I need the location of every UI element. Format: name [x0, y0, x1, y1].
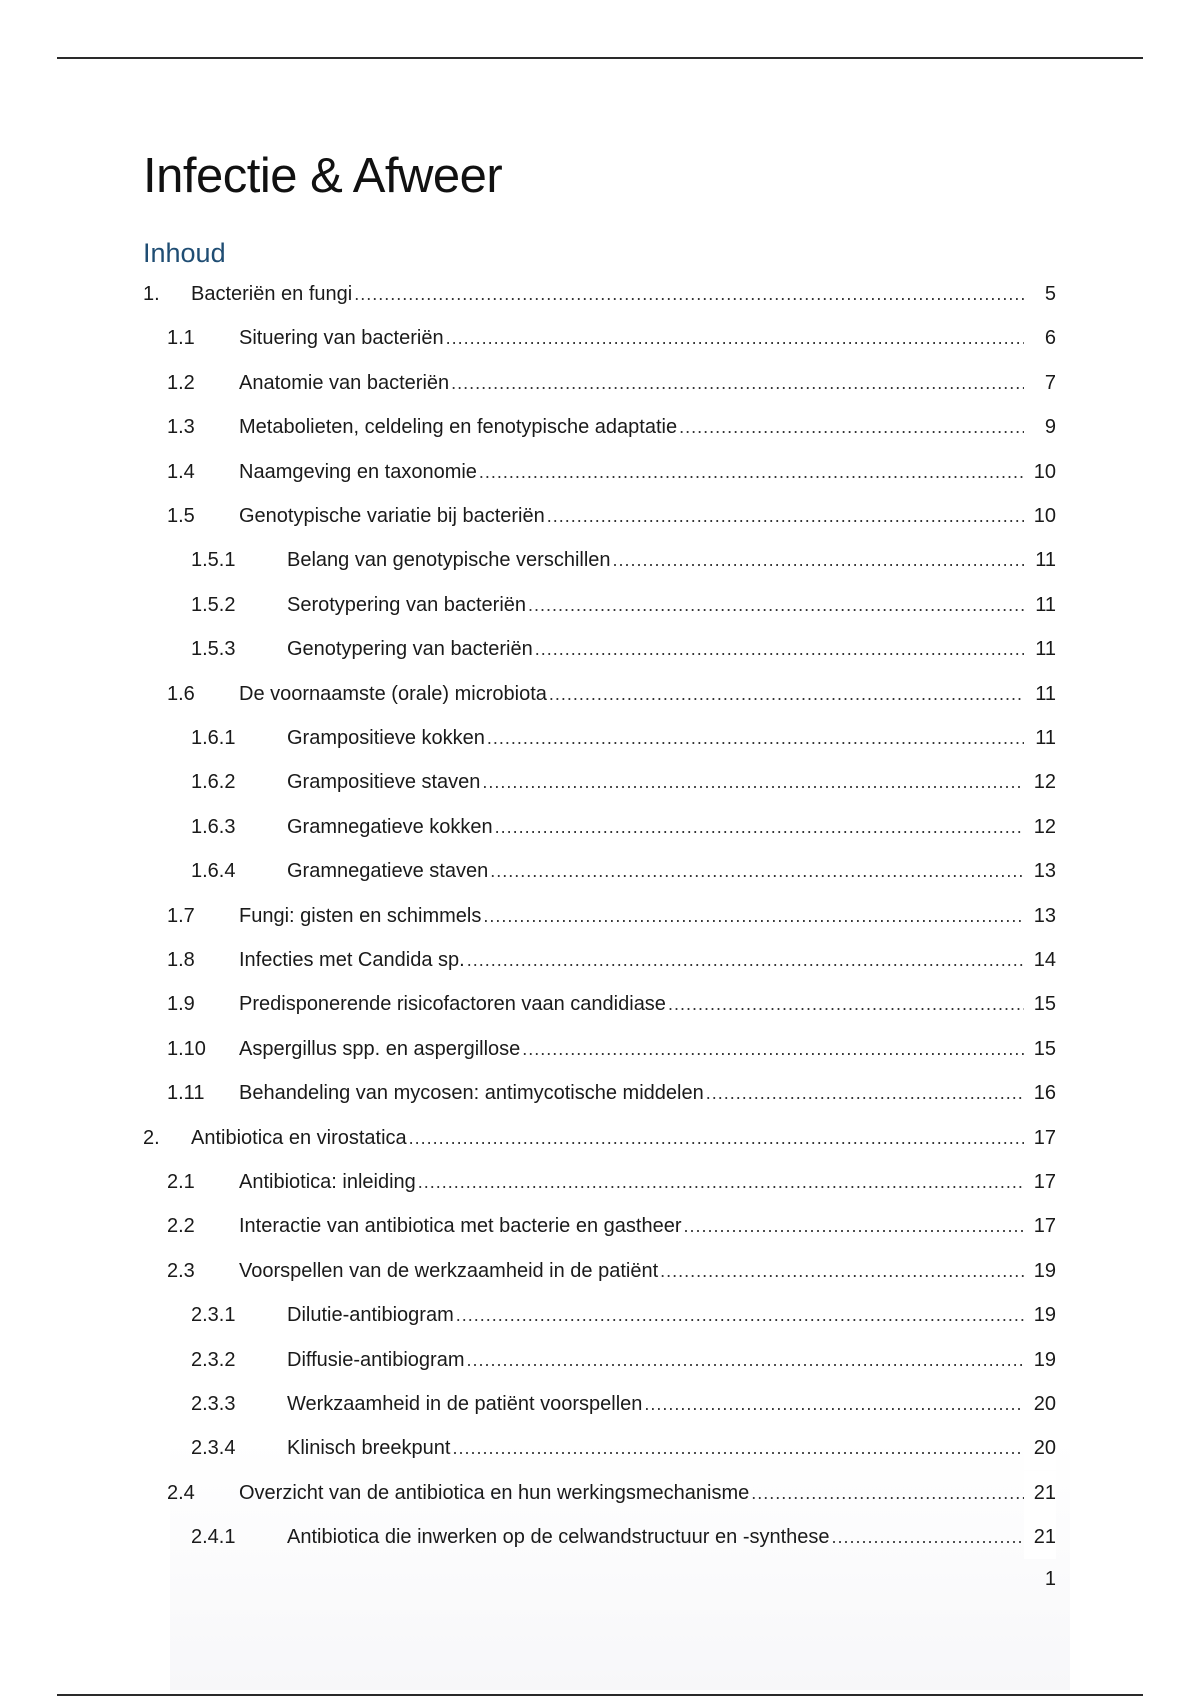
toc-entry-page: 14 — [1024, 938, 1056, 982]
toc-entry-page: 19 — [1024, 1338, 1056, 1382]
top-rule — [57, 57, 1143, 59]
toc-entry-label: Voorspellen van de werkzaamheid in de patiënt — [239, 1259, 659, 1282]
toc-entry[interactable] — [0, 405, 1200, 449]
toc-dot-leader — [467, 1338, 1025, 1382]
toc-entry-label: Serotypering van bacteriën — [287, 593, 527, 616]
toc-entry[interactable] — [0, 1293, 1200, 1337]
toc-entry[interactable] — [0, 538, 1200, 582]
toc-entry[interactable] — [0, 494, 1200, 538]
toc-entry-text — [287, 760, 1024, 804]
toc-entry[interactable] — [0, 583, 1200, 627]
toc-entry-number: 1.6.3 — [191, 815, 236, 838]
toc-dot-leader — [660, 1249, 1024, 1293]
toc-entry[interactable] — [0, 272, 1200, 316]
toc-entry-label: Behandeling van mycosen: antimycotische middelen — [239, 1082, 704, 1105]
toc-entry-page: 5 — [1024, 272, 1056, 316]
toc-entry[interactable] — [0, 450, 1200, 494]
toc-dot-leader — [452, 1426, 1024, 1470]
toc-entry-text — [239, 938, 1024, 982]
toc-dot-leader — [479, 450, 1024, 494]
toc-entry-text — [287, 1382, 1024, 1426]
toc-entry-label: Situering van bacteriën — [239, 327, 444, 350]
toc-entry-page: 6 — [1024, 316, 1056, 360]
toc-entry-text — [239, 1071, 1024, 1115]
toc-dot-leader — [446, 316, 1024, 360]
toc-entry-label: Grampositieve staven — [287, 771, 481, 794]
toc-entry[interactable] — [0, 760, 1200, 804]
toc-entry-label: Gramnegatieve kokken — [287, 815, 493, 838]
toc-entry-number: 1.9 — [167, 993, 195, 1016]
toc-entry-number: 1.6 — [167, 682, 195, 705]
toc-entry-number: 1.6.2 — [191, 771, 236, 794]
toc-entry-label: Anatomie van bacteriën — [239, 371, 450, 394]
toc-entry[interactable] — [0, 1338, 1200, 1382]
toc-dot-leader — [549, 672, 1024, 716]
toc-dot-leader — [613, 538, 1024, 582]
toc-dot-leader — [487, 716, 1024, 760]
toc-entry[interactable] — [0, 894, 1200, 938]
toc-entry[interactable] — [0, 1382, 1200, 1426]
toc-entry-label: Predisponerende risicofactoren vaan candidiase — [239, 993, 666, 1016]
toc-entry-text — [239, 494, 1024, 538]
toc-entry-text — [239, 1249, 1024, 1293]
toc-entry-label: Diffusie-antibiogram — [287, 1348, 465, 1371]
toc-entry-page: 10 — [1024, 494, 1056, 538]
toc-entry-page: 11 — [1024, 716, 1056, 760]
toc-dot-leader — [522, 1027, 1024, 1071]
toc-entry-label: Belang van genotypische verschillen — [287, 549, 611, 572]
toc-entry-text — [287, 1338, 1024, 1382]
toc-entry-text — [239, 405, 1024, 449]
toc-entry-label: Overzicht van de antibiotica en hun werkingsmechanisme — [239, 1481, 750, 1504]
toc-entry-number: 2.3 — [167, 1259, 195, 1282]
toc-entry-text — [287, 1515, 1024, 1559]
toc-entry-number: 1.10 — [167, 1037, 206, 1060]
toc-dot-leader — [483, 894, 1024, 938]
toc-entry[interactable] — [0, 1027, 1200, 1071]
toc-entry-label: Genotypering van bacteriën — [287, 638, 533, 661]
toc-entry-text — [287, 1426, 1024, 1470]
toc-entry[interactable] — [0, 1515, 1200, 1559]
toc-entry-number: 1.5.3 — [191, 638, 236, 661]
toc-entry-label: Genotypische variatie bij bacteriën — [239, 505, 545, 527]
toc-entry[interactable] — [0, 805, 1200, 849]
toc-entry-page: 15 — [1024, 1027, 1056, 1071]
toc-entry-text — [239, 982, 1024, 1026]
toc-dot-leader — [547, 494, 1024, 538]
toc-entry-label: Fungi: gisten en schimmels — [239, 904, 482, 927]
toc-entry-label: Werkzaamheid in de patiënt voorspellen — [287, 1393, 643, 1415]
toc-entry-label: De voornaamste (orale) microbiota — [239, 682, 547, 705]
toc-entry-number: 1.11 — [167, 1082, 205, 1105]
page-number: 1 — [1044, 1568, 1056, 1590]
toc-entry[interactable] — [0, 1426, 1200, 1470]
toc-entry-page: 11 — [1024, 538, 1056, 582]
toc-entry-number: 1.5.2 — [191, 593, 236, 616]
toc-entry-text — [239, 1471, 1024, 1515]
toc-dot-leader — [467, 938, 1024, 982]
toc-entry[interactable] — [0, 316, 1200, 360]
toc-entry[interactable] — [0, 627, 1200, 671]
toc-entry-page: 7 — [1024, 361, 1056, 405]
toc-entry-number: 1.3 — [167, 416, 195, 439]
toc-dot-leader — [832, 1515, 1024, 1559]
toc-entry-label: Aspergillus spp. en aspergillose — [239, 1037, 521, 1060]
toc-dot-leader — [679, 405, 1024, 449]
toc-entry-label: Antibiotica: inleiding — [239, 1171, 416, 1193]
toc-entry-label: Naamgeving en taxonomie — [239, 460, 477, 483]
toc-entry-text — [239, 1160, 1024, 1204]
toc-entry[interactable] — [0, 1160, 1200, 1204]
toc-entry-page: 19 — [1024, 1249, 1056, 1293]
toc-dot-leader — [409, 1116, 1024, 1160]
toc-entry-page: 17 — [1024, 1160, 1056, 1204]
toc-entry-label: Antibiotica en virostatica — [191, 1126, 407, 1149]
toc-entry-number: 1. — [143, 283, 160, 305]
toc-entry[interactable] — [0, 982, 1200, 1026]
document-title: Infectie & Afweer — [143, 149, 503, 203]
toc-entry[interactable] — [0, 716, 1200, 760]
toc-dot-leader — [451, 361, 1024, 405]
toc-entry-number: 1.8 — [167, 949, 195, 971]
toc-entry-text — [239, 1204, 1024, 1248]
toc-entry-text — [239, 1027, 1024, 1071]
toc-entry-text — [287, 583, 1024, 627]
toc-entry-number: 2.1 — [167, 1171, 195, 1193]
toc-entry-label: Gramnegatieve staven — [287, 860, 489, 883]
toc-entry-text — [239, 672, 1024, 716]
toc-dot-leader — [482, 760, 1024, 804]
toc-entry-page: 21 — [1024, 1515, 1056, 1559]
toc-entry-text — [239, 361, 1024, 405]
toc-entry-page: 11 — [1024, 627, 1056, 671]
toc-dot-leader — [490, 849, 1024, 893]
toc-entry-page: 9 — [1024, 405, 1056, 449]
toc-dot-leader — [354, 272, 1024, 316]
toc-entry-text — [287, 1293, 1024, 1337]
toc-entry-number: 2.3.3 — [191, 1393, 236, 1415]
toc-entry-text — [287, 538, 1024, 582]
toc-entry[interactable] — [0, 361, 1200, 405]
toc-entry[interactable] — [0, 1116, 1200, 1160]
toc-entry-label: Dilutie-antibiogram — [287, 1304, 454, 1327]
toc-dot-leader — [751, 1471, 1024, 1515]
toc-entry-page: 12 — [1024, 760, 1056, 804]
toc-entry-page: 19 — [1024, 1293, 1056, 1337]
toc-entry[interactable] — [0, 1071, 1200, 1115]
toc-entry-page: 15 — [1024, 982, 1056, 1026]
toc-entry-label: Interactie van antibiotica met bacterie en gastheer — [239, 1215, 682, 1238]
toc-entry-number: 2.3.2 — [191, 1348, 236, 1371]
toc-dot-leader — [668, 982, 1024, 1026]
toc-entry[interactable] — [0, 938, 1200, 982]
toc-entry-text — [239, 894, 1024, 938]
toc-dot-leader — [456, 1293, 1024, 1337]
toc-entry-number: 1.6.4 — [191, 860, 236, 883]
toc-dot-leader — [528, 583, 1024, 627]
toc-entry-page: 10 — [1024, 450, 1056, 494]
toc-entry-page: 21 — [1024, 1471, 1056, 1515]
toc-heading: Inhoud — [143, 238, 226, 268]
toc-dot-leader — [418, 1160, 1024, 1204]
toc-entry-text — [239, 316, 1024, 360]
toc-entry[interactable] — [0, 672, 1200, 716]
toc-entry-label: Klinisch breekpunt — [287, 1437, 451, 1460]
toc-entry-number: 1.4 — [167, 460, 195, 483]
toc-entry-text — [287, 849, 1024, 893]
toc-entry-page: 17 — [1024, 1116, 1056, 1160]
toc-entry-page: 13 — [1024, 849, 1056, 893]
toc-dot-leader — [706, 1071, 1024, 1115]
toc-entry-label: Antibiotica die inwerken op de celwandstructuur en -synthese — [287, 1526, 830, 1549]
toc-entry-number: 2.4.1 — [191, 1526, 236, 1549]
toc-entry-label: Grampositieve kokken — [287, 727, 485, 749]
toc-entry-number: 2.3.4 — [191, 1437, 236, 1460]
toc-entry-page: 13 — [1024, 894, 1056, 938]
toc-entry-page: 20 — [1024, 1382, 1056, 1426]
toc-entry[interactable] — [0, 1204, 1200, 1248]
toc-entry-label: Infecties met Candida sp. — [239, 949, 465, 971]
toc-entry-page: 20 — [1024, 1426, 1056, 1470]
toc-entry-number: 1.1 — [167, 327, 195, 350]
toc-entry-page: 11 — [1024, 583, 1056, 627]
toc-entry-page: 11 — [1024, 672, 1056, 716]
toc-entry-page: 12 — [1024, 805, 1056, 849]
toc-entry-text — [287, 805, 1024, 849]
toc-entry-text — [191, 1116, 1024, 1160]
toc-entry-text — [287, 716, 1024, 760]
toc-entry-text — [239, 450, 1024, 494]
toc-entry-number: 2.4 — [167, 1481, 195, 1504]
toc-entry-number: 1.2 — [167, 371, 195, 394]
toc-entry[interactable] — [0, 849, 1200, 893]
toc-entry-label: Metabolieten, celdeling en fenotypische adaptatie — [239, 416, 678, 439]
toc-entry-page: 16 — [1024, 1071, 1056, 1115]
toc-entry-number: 2.3.1 — [191, 1304, 236, 1327]
toc-dot-leader — [535, 627, 1024, 671]
toc-entry-number: 1.7 — [167, 904, 195, 927]
toc-entry-page: 17 — [1024, 1204, 1056, 1248]
toc-entry-number: 2.2 — [167, 1215, 195, 1238]
toc-dot-leader — [495, 805, 1024, 849]
toc-entry[interactable] — [0, 1471, 1200, 1515]
toc-entry[interactable] — [0, 1249, 1200, 1293]
toc-dot-leader — [683, 1204, 1024, 1248]
toc-entry-number: 1.6.1 — [191, 727, 236, 749]
toc-dot-leader — [644, 1382, 1024, 1426]
toc-entry-number: 2. — [143, 1126, 160, 1149]
toc-entry-number: 1.5.1 — [191, 549, 236, 572]
toc-entry-text — [287, 627, 1024, 671]
toc-entry-text — [191, 272, 1024, 316]
toc-entry-label: Bacteriën en fungi — [191, 283, 353, 305]
toc-entry-number: 1.5 — [167, 505, 195, 527]
bottom-rule — [57, 1694, 1143, 1696]
